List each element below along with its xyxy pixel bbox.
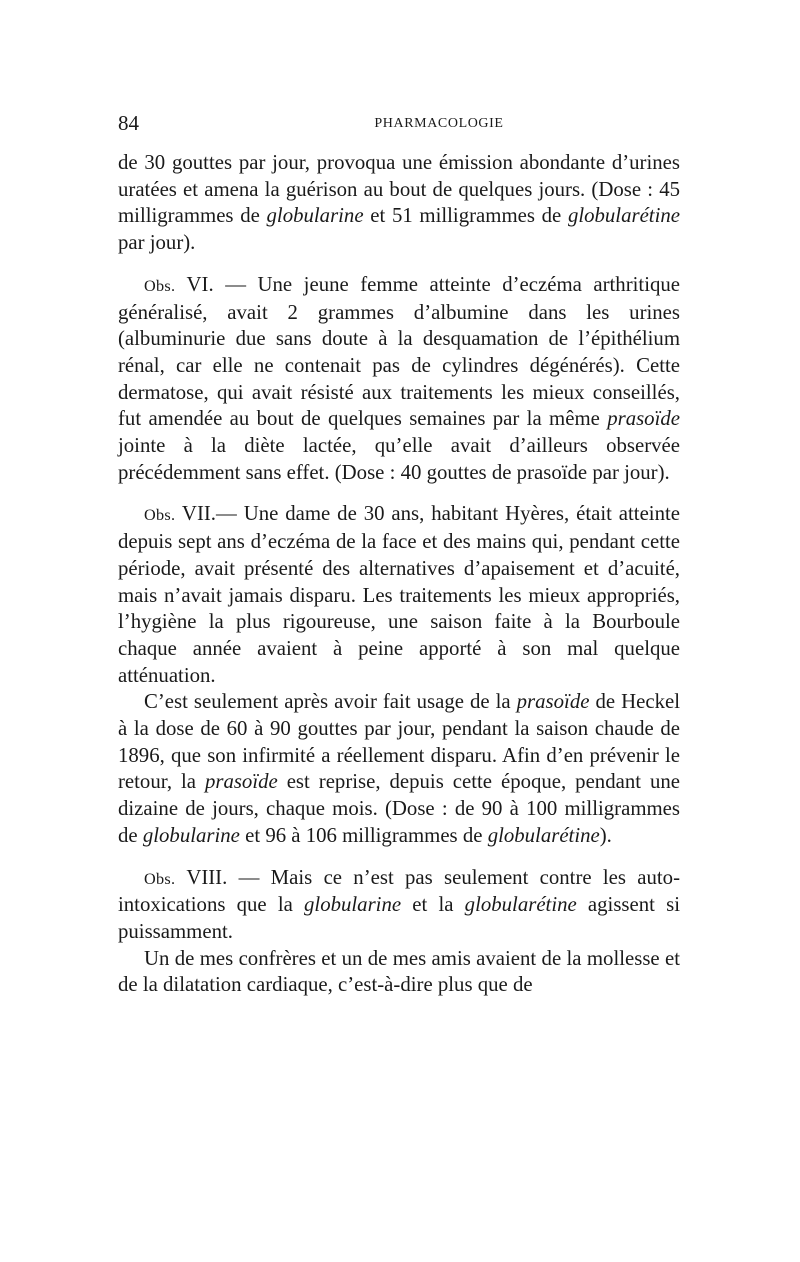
body-text	[118, 150, 680, 999]
page-number: 84	[118, 111, 139, 135]
italic-term: globularine	[304, 893, 402, 917]
italic-term: prasoïde	[516, 690, 590, 714]
italic-term: globularétine	[567, 204, 680, 228]
paragraph-obs-viii	[118, 865, 680, 946]
paragraph-body	[118, 273, 680, 484]
italic-term: globularine	[142, 823, 240, 847]
paragraph-body	[118, 502, 680, 686]
text-run: — Une dame de 30 ans, habitant Hyères, était atteinte depuis sept ans d’eczéma de la face et des mains qui, pendant cette période, avait présenté des alternatives d’apaisement et d’acuité, mais n’avait jamais disparu. Les traitements les mieux appropriés, l’hygiène la plus rigoureuse, une saison faite à la Bourboule chaque année avaient à peine apporté à son mal quelque atténuation.	[118, 502, 680, 687]
running-title: PHARMACOLOGIE	[374, 116, 504, 131]
italic-term: globularétine	[464, 893, 577, 917]
paragraph-continuation	[118, 150, 680, 257]
text-run: de Heckel à la dose de 60 à 90 gouttes par jour, pendant la saison chaude de 1896, que son infirmité a réellement disparu. Afin d’en prévenir le retour, la	[118, 690, 680, 794]
running-head	[118, 111, 680, 141]
italic-term: prasoïde	[607, 407, 680, 431]
text-run: et 51 milligrammes de	[363, 204, 568, 228]
text-run: par jour).	[118, 231, 196, 255]
text-run: ).	[599, 823, 612, 847]
obs-label: Obs.	[144, 869, 176, 888]
paragraph-obs-vi	[118, 272, 680, 487]
text-run: est reprise, depuis cette époque, pendant une dizaine de jours, chaque mois. (Dose : de 90 à 100 milligrammes de	[118, 770, 680, 847]
obs-label: Obs.	[144, 276, 176, 295]
italic-term: prasoïde	[204, 770, 278, 794]
text-run: de 30 gouttes par jour, provoqua une émission abondante d’urines uratées et amena la guérison au bout de quelques jours. (Dose : 45 milligrammes de	[118, 151, 680, 228]
text-run: — Mais ce n’est pas seulement contre les auto-intoxications que la	[118, 865, 681, 917]
text-run: C’est seulement après avoir fait usage de la	[144, 690, 517, 714]
obs-label: Obs.	[144, 506, 176, 525]
obs-number: VI.	[186, 272, 214, 296]
paragraph-heckel	[118, 689, 680, 849]
italic-term: globularétine	[487, 823, 600, 847]
text-run: agissent si puissamment.	[118, 893, 680, 943]
text-run: — Une jeune femme atteinte d’eczéma arthritique généralisé, avait 2 grammes d’albumine dans les urines (albuminurie due sans doute à la desquamation de l’épithélium rénal, car elle ne contenait pas de cylindres dégénérés). Cette dermatose, qui avait résisté aux traitements les mieux conseillés, fut amendée au bout de quelques semaines par la même	[118, 272, 680, 431]
obs-number: VIII.	[186, 865, 228, 889]
italic-term: globularine	[266, 204, 364, 228]
obs-number: VII.	[181, 502, 216, 526]
text-run: et 96 à 106 milligrammes de	[239, 823, 488, 847]
paragraph-confreres	[118, 946, 680, 999]
text-run: Un de mes confrères et un de mes amis avaient de la mollesse et de la dilatation cardiaque, c’est-à-dire plus que de	[118, 946, 680, 997]
paragraph-obs-vii	[118, 501, 680, 689]
text-run: jointe à la diète lactée, qu’elle avait d’ailleurs observée précédemment sans effet. (Dose : 40 gouttes de prasoïde par jour).	[118, 434, 680, 484]
text-run: et la	[401, 893, 465, 917]
